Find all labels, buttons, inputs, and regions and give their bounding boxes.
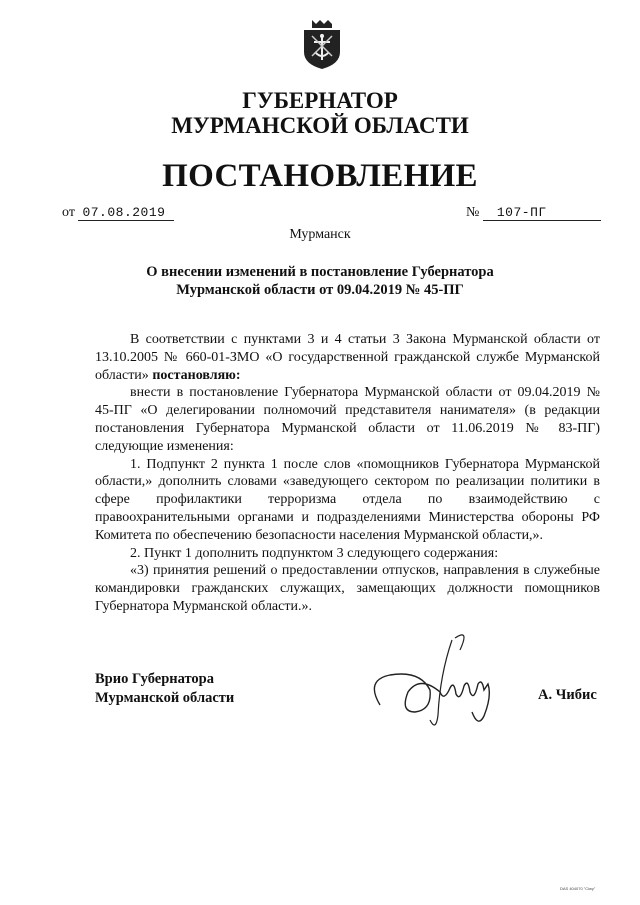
authority-title-line1: ГУБЕРНАТОР [242, 88, 398, 113]
preamble-decree-word: постановляю: [152, 367, 241, 383]
number-value: 107-ПГ [483, 205, 601, 221]
signatory-position [95, 670, 234, 708]
document-number [466, 205, 601, 221]
city-name: Мурманск [289, 227, 351, 242]
position-line2: Мурманской области [95, 690, 235, 706]
preamble-paragraph [95, 331, 600, 384]
preamble-text: В соответствии с пунктами 3 и 4 статьи 3 Закона Мурманской области от 13.10.2005 № 660-01-ЗМО «О государственной гражданской службе Мурманской области» [95, 332, 600, 383]
date-prefix: от [62, 205, 75, 220]
coat-of-arms-icon [302, 18, 342, 70]
footer-code: DAS 404070 "Ciwy" [560, 886, 596, 891]
item-1-paragraph: 1. Подпункт 2 пункта 1 после слов «помощников Губернатора Мурманской области,» дополнить словами «заведующего сектором по реализации политики в сфере профилактики терроризма отдела по взаимодействию с правоохранительными органами и подразделениями Министерства обороны РФ Комитета по обеспечению безопасности населения Мурманской области,». [95, 456, 600, 543]
subject-line1: О внесении изменений в постановление Губернатора [146, 264, 494, 280]
document-body [95, 331, 600, 616]
number-prefix: № [466, 205, 480, 220]
signatory-name: А. Чибис [538, 687, 597, 703]
document-type-title: ПОСТАНОВЛЕНИЕ [162, 158, 478, 194]
intro-paragraph: внести в постановление Губернатора Мурманской области от 09.04.2019 № 45-ПГ «О делегировании полномочий представителя нанимателя» (в редакции постановления Губернатора Мурманской области от 11.06.2019 № 83-ПГ) следующие изменения: [95, 385, 600, 454]
item-2-quote-paragraph: «3) принятия решений о предоставлении отпусков, направления в служебные командировки гражданских служащих, замещающих должности помощников Губернатора Мурманской области.». [95, 563, 600, 614]
date-value: 07.08.2019 [78, 205, 174, 221]
item-2-paragraph: 2. Пункт 1 дополнить подпунктом 3 следующего содержания: [130, 545, 499, 561]
subject-line2: Мурманской области от 09.04.2019 № 45-ПГ [176, 282, 464, 298]
position-line1: Врио Губернатора [95, 671, 214, 687]
handwritten-signature-icon [360, 620, 520, 740]
document-date [62, 205, 174, 221]
authority-title-line2: МУРМАНСКОЙ ОБЛАСТИ [171, 113, 469, 138]
